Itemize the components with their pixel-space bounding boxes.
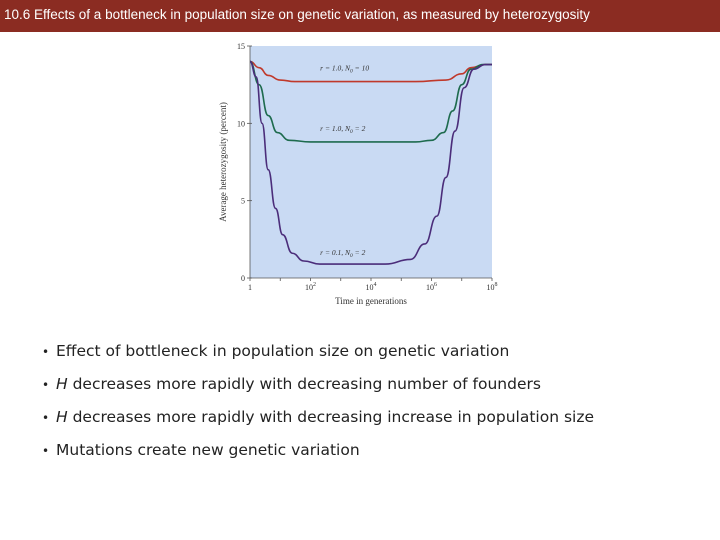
- bullet-dot: •: [42, 345, 50, 359]
- y-tick-label: 15: [237, 42, 245, 51]
- bullet-list: [42, 338, 594, 470]
- series-label-1: r = 1.0, $N_0 = 10$: [320, 63, 370, 75]
- title-bar: [0, 0, 720, 32]
- x-axis-title: Time in generations: [335, 296, 407, 306]
- bullet-item: • H decreases more rapidly with decreasing increase in population size: [42, 404, 594, 437]
- bullet-item: • Effect of bottleneck in population size on genetic variation: [42, 338, 594, 371]
- y-tick-label: 5: [241, 196, 245, 206]
- x-tick-label: $10^2$: [305, 282, 316, 292]
- series-label-3: r = 0.1, $N_0 = 2$: [320, 247, 366, 259]
- y-tick-label: 10: [237, 119, 245, 129]
- chart-svg: [214, 40, 504, 310]
- heterozygosity-chart: [214, 40, 504, 310]
- series-label-2: r = 1.0, $N_0 = 2$: [320, 124, 366, 136]
- bullet-dot: •: [42, 378, 50, 392]
- x-tick-label: $10^8$: [486, 282, 498, 292]
- bullet-item: • Mutations create new genetic variation: [42, 437, 594, 470]
- x-tick-label: 1: [248, 283, 252, 292]
- x-tick-label: $10^6$: [426, 282, 437, 292]
- bullet-item: • H decreases more rapidly with decreasing number of founders: [42, 371, 594, 404]
- bullet-dot: •: [42, 411, 50, 425]
- slide-title: 10.6 Effects of a bottleneck in population size on genetic variation, as measured by heterozygosity: [4, 7, 590, 22]
- y-tick-label: 0: [241, 274, 245, 283]
- x-tick-label: $10^4$: [365, 282, 377, 292]
- bullet-dot: •: [42, 444, 50, 458]
- y-axis-title: Average heterozygosity (percent): [218, 102, 228, 222]
